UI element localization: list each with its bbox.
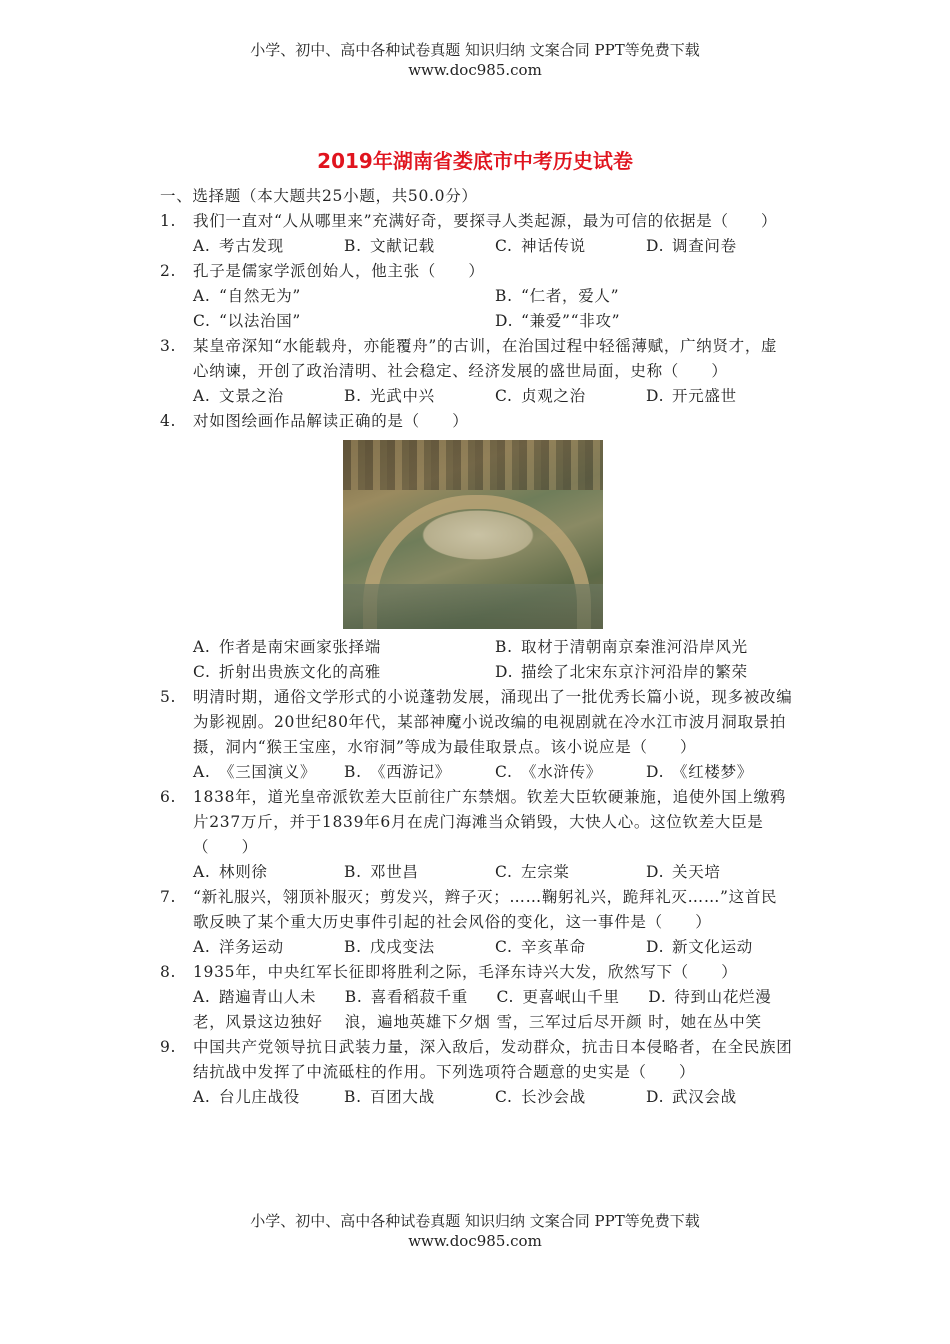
option-d [495,660,797,685]
options [193,760,800,785]
option-letter: C. [495,237,513,255]
option-text: 文献记载 [370,237,435,255]
option-b [344,860,495,885]
option-c [495,760,646,785]
question-text: 明清时期，通俗文学形式的小说蓬勃发展，涌现出了一批优秀长篇小说，现多被改编为影视剧。20世纪80年代，某部神魔小说改编的电视剧就在冷水江市波月洞取景拍摄，洞内“猴王宝座，水帘洞”等成为最佳取景点。该小说应是（ ） [193,688,793,756]
options [193,234,800,259]
option-a [193,1085,344,1110]
option-text: 长沙会战 [521,1088,586,1106]
exam-content [160,184,800,1110]
question-number: 2. [160,262,177,280]
option-b [344,234,495,259]
option-c [193,660,495,685]
option-c [193,309,495,334]
section-heading: 一、选择题（本大题共25小题，共50.0分） [160,187,478,205]
option-text: 待到山花烂漫时，她在丛中笑 [648,988,772,1031]
options [193,1085,800,1110]
option-a [193,234,344,259]
option-letter: B. [344,237,362,255]
question-text: 我们一直对“人从哪里来”充满好奇，要探寻人类起源，最为可信的依据是（ ） [193,212,778,230]
option-letter: D. [646,237,665,255]
question-text: “新礼服兴，翎顶补服灭；剪发兴，辫子灭；……鞠躬礼兴，跪拜礼灭……”这首民歌反映了某个重大历史事件引起的社会风俗的变化，这一事件是（ ） [193,888,778,931]
question-9 [160,1035,800,1085]
option-letter: A. [193,237,211,255]
option-b [344,384,495,409]
option-a [193,935,344,960]
question-1 [160,209,800,234]
option-letter: D. [646,387,665,405]
option-a [193,284,495,309]
option-letter: A. [193,387,211,405]
option-letter: A. [193,988,211,1006]
option-b [345,985,497,1035]
option-c [495,860,646,885]
option-c [495,384,646,409]
question-number: 6. [160,788,177,806]
option-d [646,935,797,960]
options [193,860,800,885]
option-b [495,635,797,660]
option-text: 考古发现 [219,237,284,255]
option-text: 贞观之治 [521,387,586,405]
option-letter: B. [344,938,362,956]
options [193,935,800,960]
painting-rooftops [343,440,603,490]
option-a [193,635,495,660]
option-letter: C. [193,663,211,681]
option-letter: A. [193,638,211,656]
option-text: 戊戌变法 [370,938,435,956]
option-letter: D. [646,1088,665,1106]
option-letter: B. [344,1088,362,1106]
option-d [648,985,800,1035]
option-letter: C. [495,938,513,956]
option-text: 台儿庄战役 [219,1088,301,1106]
option-text: 《红楼梦》 [672,763,754,781]
footer-banner: 小学、初中、高中各种试卷真题 知识归纳 文案合同 PPT等免费下载 [250,1212,700,1230]
option-text: “兼爱”“非攻” [521,312,621,330]
option-text: 武汉会战 [672,1088,737,1106]
page-title: 2019年湖南省娄底市中考历史试卷 [317,149,633,173]
question-text: 中国共产党领导抗日武装力量，深入敌后，发动群众，抗击日本侵略者，在全民族团结抗战中发挥了中流砥柱的作用。下列选项符合题意的史实是（ ） [193,1038,793,1081]
option-text: 神话传说 [521,237,586,255]
option-b [344,1085,495,1110]
option-letter: C. [495,763,513,781]
option-d [646,760,797,785]
option-text: “仁者，爱人” [521,287,620,305]
option-letter: A. [193,287,211,305]
option-text: 关天培 [672,863,721,881]
question-text: 对如图绘画作品解读正确的是（ ） [193,412,469,430]
option-text: 喜看稻菽千重浪，遍地英雄下夕烟 [344,988,491,1031]
option-text: “自然无为” [219,287,302,305]
option-d [646,384,797,409]
option-letter: B. [344,387,362,405]
option-d [495,309,797,334]
option-text: 取材于清朝南京秦淮河沿岸风光 [521,638,748,656]
option-b [344,760,495,785]
option-text: 光武中兴 [370,387,435,405]
option-letter: D. [495,663,514,681]
option-a [193,760,344,785]
option-c [495,234,646,259]
question-number: 5. [160,688,177,706]
question-6 [160,785,800,860]
question-number: 9. [160,1038,177,1056]
option-text: 《西游记》 [370,763,452,781]
options [193,384,800,409]
question-number: 1. [160,212,177,230]
options [193,985,800,1035]
footer-url: www.doc985.com [408,1232,542,1250]
option-letter: C. [496,988,515,1006]
header-banner: 小学、初中、高中各种试卷真题 知识归纳 文案合同 PPT等免费下载 [250,41,700,59]
question-number: 3. [160,337,177,355]
options [193,635,800,685]
option-a [193,860,344,885]
question-number: 8. [160,963,177,981]
question-7 [160,885,800,935]
option-letter: C. [495,863,513,881]
option-b [495,284,797,309]
question-text: 孔子是儒家学派创始人，他主张（ ） [193,262,485,280]
option-text: 开元盛世 [672,387,737,405]
option-c [495,1085,646,1110]
option-letter: D. [646,763,665,781]
header-url: www.doc985.com [408,61,542,79]
option-text: 新文化运动 [672,938,754,956]
question-2 [160,259,800,284]
option-text: 调查问卷 [672,237,737,255]
option-text: 文景之治 [219,387,284,405]
painting-river [343,584,603,629]
option-letter: D. [495,312,514,330]
option-d [646,860,797,885]
option-letter: A. [193,763,211,781]
option-c [497,985,649,1035]
option-letter: D. [648,988,667,1006]
option-text: 更喜岷山千里雪，三军过后尽开颜 [496,988,643,1031]
question-number: 7. [160,888,177,906]
option-text: 《水浒传》 [521,763,603,781]
option-text: 《三国演义》 [219,763,317,781]
option-letter: A. [193,863,211,881]
option-c [495,935,646,960]
question-5 [160,685,800,760]
question-text: 某皇帝深知“水能载舟，亦能覆舟”的古训，在治国过程中轻徭薄赋，广纳贤才，虚心纳谏，开创了政治清明、社会稳定、经济发展的盛世局面，史称（ ） [193,337,778,380]
option-letter: B. [344,863,362,881]
option-text: 邓世昌 [370,863,419,881]
option-a [193,985,345,1035]
option-letter: D. [646,863,665,881]
option-b [344,935,495,960]
option-letter: B. [495,287,513,305]
option-text: 左宗棠 [521,863,570,881]
option-letter: C. [495,1088,513,1106]
option-text: 洋务运动 [219,938,284,956]
option-d [646,1085,797,1110]
option-text: 踏遍青山人未老，风景这边独好 [193,988,323,1031]
option-letter: C. [495,387,513,405]
question-4 [160,409,800,434]
option-letter: C. [193,312,211,330]
question-text: 1935年，中央红军长征即将胜利之际，毛泽东诗兴大发，欣然写下（ ） [193,963,738,981]
option-letter: B. [495,638,513,656]
question-3 [160,334,800,384]
option-text: 作者是南宋画家张择端 [219,638,382,656]
question-number: 4. [160,412,177,430]
option-letter: A. [193,938,211,956]
option-text: “以法治国” [219,312,302,330]
option-letter: B. [344,763,362,781]
option-a [193,384,344,409]
option-text: 辛亥革命 [521,938,586,956]
question-8 [160,960,800,985]
option-letter: D. [646,938,665,956]
option-text: 描绘了北宋东京汴河沿岸的繁荣 [521,663,748,681]
option-d [646,234,797,259]
option-letter: A. [193,1088,211,1106]
option-text: 折射出贵族文化的高雅 [219,663,382,681]
options [193,284,800,334]
painting-image [343,440,603,629]
option-letter: B. [344,988,363,1006]
option-text: 百团大战 [370,1088,435,1106]
option-text: 林则徐 [219,863,268,881]
question-text: 1838年，道光皇帝派钦差大臣前往广东禁烟。钦差大臣软硬兼施，追使外国上缴鸦片237万斤，并于1839年6月在虎门海滩当众销毁，大快人心。这位钦差大臣是（ ） [193,788,787,856]
